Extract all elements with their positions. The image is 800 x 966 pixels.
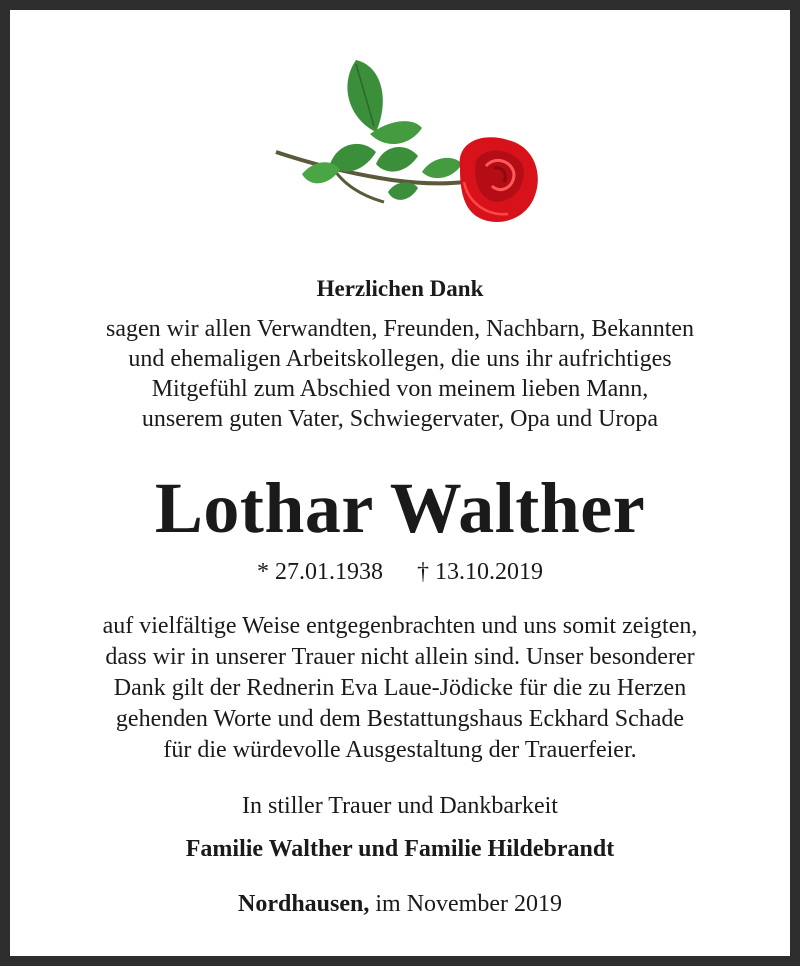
death-date: † 13.10.2019	[417, 559, 543, 585]
heading: Herzlichen Dank	[316, 276, 484, 301]
birth-date: * 27.01.1938	[257, 559, 383, 585]
closing-text: In stiller Trauer und Dankbarkeit	[242, 793, 558, 819]
intro-line: Mitgefühl zum Abschied von meinem lieben Mann,	[151, 376, 649, 402]
body-line: Dank gilt der Rednerin Eva Laue-Jödicke für die zu Herzen	[113, 675, 687, 701]
body-line: gehenden Worte und dem Bestattungshaus Eckhard Schade	[115, 706, 685, 732]
body-line: dass wir in unserer Trauer nicht allein sind. Unser besonderer	[105, 644, 695, 670]
life-dates	[10, 558, 790, 586]
intro-line: und ehemaligen Arbeitskollegen, die uns ihr aufrichtiges	[128, 346, 672, 372]
rose-icon	[272, 56, 548, 232]
family-names: Familie Walther und Familie Hildebrandt	[185, 836, 615, 862]
place-date	[10, 890, 790, 918]
month-year: im November 2019	[369, 891, 562, 917]
body-line: auf vielfältige Weise entgegenbrachten und uns somit zeigten,	[102, 613, 698, 639]
deceased-name: Lothar Walther	[154, 468, 646, 548]
body-line: für die würdevolle Ausgestaltung der Trauerfeier.	[163, 737, 637, 763]
place: Nordhausen,	[237, 891, 370, 917]
intro-line: unserem guten Vater, Schwiegervater, Opa und Uropa	[141, 406, 659, 432]
intro-line: sagen wir allen Verwandten, Freunden, Nachbarn, Bekannten	[105, 316, 695, 342]
